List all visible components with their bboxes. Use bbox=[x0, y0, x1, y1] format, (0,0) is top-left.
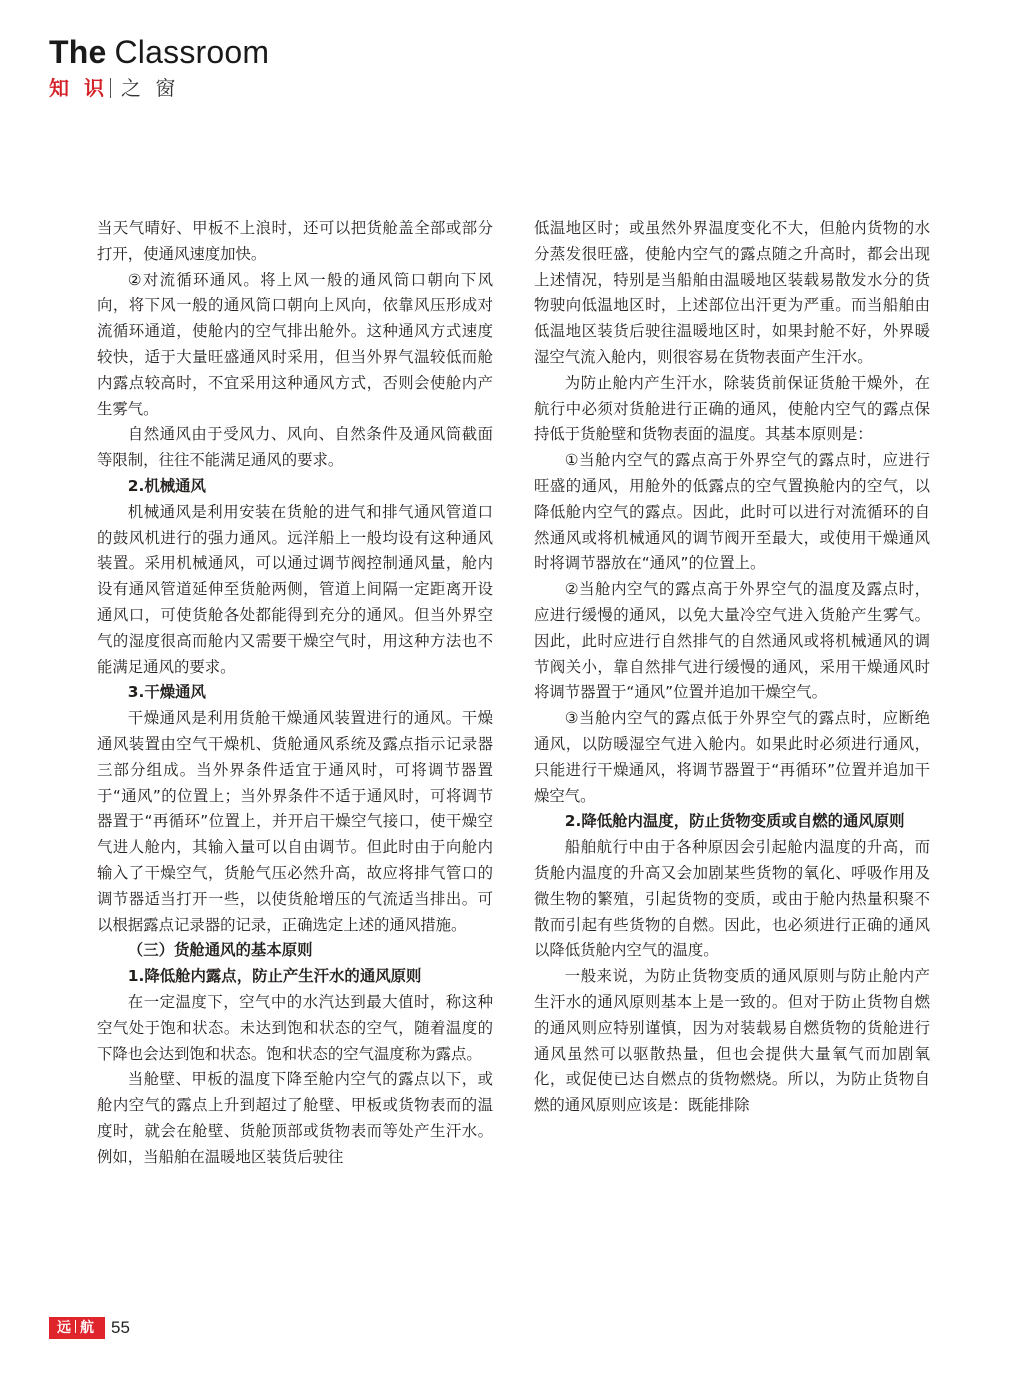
article-right-column bbox=[534, 216, 930, 1119]
section-heading: 3.干燥通风 bbox=[127, 683, 206, 702]
magazine-badge bbox=[49, 1317, 105, 1339]
magazine-badge-char-1: 远 bbox=[57, 1320, 74, 1336]
section-heading: 2.机械通风 bbox=[127, 476, 206, 495]
paragraph: ③当舱内空气的露点低于外界空气的露点时，应断绝通风，以防暖湿空气进入舱内。如果此时必须进行通风，只能进行干燥通风，将调节器置于“再循环”位置并追加干燥空气。 bbox=[534, 709, 930, 805]
paragraph: 在一定温度下，空气中的水汽达到最大值时，称这种空气处于饱和状态。未达到饱和状态的空气，随着温度的下降也会达到饱和状态。饱和状态的空气温度称为露点。 bbox=[97, 992, 493, 1063]
paragraph: ②对流循环通风。将上风一般的通风筒口朝向下风向，将下风一般的通风筒口朝向上风向，依靠风压形成对流循环通道，使舱内的空气排出舱外。这种通风方式速度较快，适于大量旺盛通风时采用，但当外界气温较低而舱内露点较高时，不宜采用这种通风方式，否则会使舱内产生雾气。 bbox=[97, 270, 493, 418]
section-heading: 1.降低舱内露点，防止产生汗水的通风原则 bbox=[127, 967, 422, 986]
paragraph: 一般来说，为防止货物变质的通风原则与防止舱内产生汗水的通风原则基本上是一致的。但对于防止货物自燃的通风则应特别谨慎，因为对装载易自燃货物的货舱进行通风虽然可以驱散热量，但也会提供大量氧气而加剧氧化，或促使已达自燃点的货物燃烧。所以，为防止货物自燃的通风原则应该是：既能排除 bbox=[534, 967, 930, 1115]
section-subtitle bbox=[49, 76, 269, 100]
paragraph: 机械通风是利用安装在货舱的进气和排气通风管道口的鼓风机进行的强力通风。远洋船上一般均设有这种通风装置。采用机械通风，可以通过调节阀控制通风量，舱内设有通风管道延伸至货舱两侧，管道上间隔一定距离开设通风口，可使货舱各处都能得到充分的通风。但当外界空气的湿度很高而舱内又需要干燥空气时，用这种方法也不能满足通风的要求。 bbox=[97, 502, 493, 676]
magazine-badge-divider bbox=[75, 1320, 76, 1333]
paragraph: 当舱壁、甲板的温度下降至舱内空气的露点以下，或舱内空气的露点上升到超过了舱壁、甲板或货物表而的温度时，就会在舱壁、货舱顶部或货物表而等处产生汗水。例如，当船舶在温暖地区装货后驶往 bbox=[97, 1070, 493, 1166]
paragraph: 当天气晴好、甲板不上浪时，还可以把货舱盖全部或部分打开，使通风速度加快。 bbox=[97, 219, 493, 263]
subtitle-rest: 之 窗 bbox=[120, 76, 180, 100]
paragraph: 自然通风由于受风力、风向、自然条件及通风筒截面等限制，往往不能满足通风的要求。 bbox=[97, 425, 493, 470]
page-header bbox=[49, 34, 269, 100]
article-left-column bbox=[97, 216, 493, 1170]
paragraph: ②当舱内空气的露点高于外界空气的温度及露点时，应进行缓慢的通风，以免大量冷空气进入货舱产生雾气。因此，此时应进行自然排气的自然通风或将机械通风的调节阀关小，靠自然排气进行缓慢的通风，采用干燥通风时将调节器置于“通风”位置并追加干燥空气。 bbox=[534, 580, 930, 702]
paragraph: 为防止舱内产生汗水，除装货前保证货舱干燥外，在航行中必须对货舱进行正确的通风，使舱内空气的露点保持低于货舱壁和货物表面的温度。其基本原则是： bbox=[534, 373, 930, 444]
magazine-badge-char-2: 航 bbox=[80, 1320, 97, 1336]
paragraph: ①当舱内空气的露点高于外界空气的露点时，应进行旺盛的通风，用舱外的低露点的空气置换舱内的空气，以降低舱内空气的露点。因此，此时可以进行对流循环的自然通风或将机械通风的调节阀开至最大，或使用干燥通风时将调节器放在“通风”的位置上。 bbox=[534, 451, 930, 573]
paragraph: 低温地区时；或虽然外界温度变化不大，但舱内货物的水分蒸发很旺盛，使舱内空气的露点随之升高时，都会出现上述情况，特别是当船舶由温暖地区装载易散发水分的货物驶向低温地区时，上述部位出汗更为严重。而当船舶由低温地区装货后驶往温暖地区时，如果封舱不好，外界暖湿空气流入舱内，则很容易在货物表面产生汗水。 bbox=[534, 219, 930, 366]
section-title bbox=[49, 34, 269, 70]
section-heading: （三）货舱通风的基本原则 bbox=[127, 941, 313, 960]
paragraph: 船舶航行中由于各种原因会引起舱内温度的升高，而货舱内温度的升高又会加剧某些货物的氧化、呼吸作用及微生物的繁殖，引起货物的变质，或由于舱内热量积聚不散而引起有些货物的自燃。因此，也必须进行正确的通风以降低货舱内空气的温度。 bbox=[534, 838, 930, 960]
page-footer bbox=[49, 1317, 130, 1339]
section-heading: 2.降低舱内温度，防止货物变质或自燃的通风原则 bbox=[564, 812, 905, 831]
paragraph: 干燥通风是利用货舱干燥通风装置进行的通风。干燥通风装置由空气干燥机、货舱通风系统及露点指示记录器三部分组成。当外界条件适宜于通风时，可将调节器置于“通风”的位置上；当外界条件不适于通风时，可将调节器置于“再循环”位置上，并开启干燥空气接口，使干燥空气进人舱内，其输入量可以自由调节。但此时由于向舱内输入了干燥空气，货舱气压必然升高，故应将排气管口的调节器适当打开一些，以使货舱增压的气流适当排出。可以根据露点记录器的记录，正确选定上述的通风措施。 bbox=[97, 709, 493, 934]
subtitle-highlight: 知 识 bbox=[49, 76, 108, 100]
section-title-rest: Classroom bbox=[114, 34, 270, 70]
subtitle-divider bbox=[110, 78, 111, 98]
section-title-bold: The bbox=[49, 34, 107, 70]
page-number: 55 bbox=[111, 1318, 130, 1337]
